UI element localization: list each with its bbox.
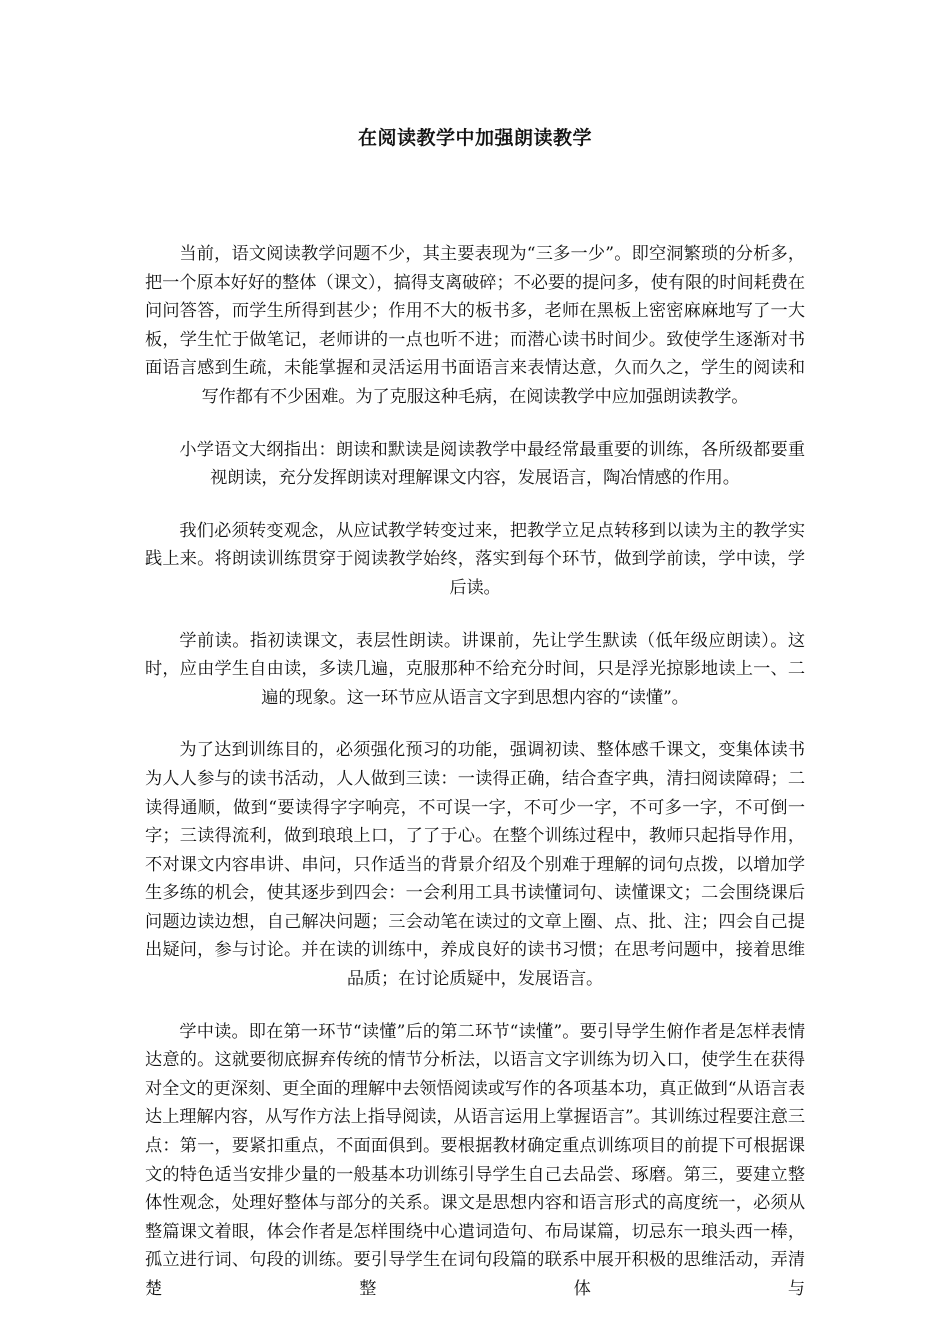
paragraph-5: 为了达到训练目的，必须强化预习的功能，强调初读、整体感千课文，变集体读书为人人参与的读书活动，人人做到三读：一读得正确，结合查字典，清扫阅读障碍；二读得通顺，做到“要读得字字响亮，不可误一字，不可少一字，不可多一字，不可倒一字；三读得流利，做到琅琅上口，了了于心。在整个训练过程中，教师只起指导作用，不对课文内容串讲、串问，只作适当的背景介绍及个别难于理解的词句点拨，以增加学生多练的机会，使其逐步到四会：一会利用工具书读懂词句、读懂课文；二会围绕课后问题边读边想，自己解决问题；三会动笔在读过的文章上圈、点、批、注；四会自己提出疑问，参与讨论。并在读的训练中，养成良好的读书习惯；在思考问题中，接着思维品质；在讨论质疑中，发展语言。 — [145, 740, 805, 990]
paragraph-1: 当前，语文阅读教学问题不少，其主要表现为“三多一少”。即空洞繁琐的分析多，把一个原本好好的整体（课文），搞得支离破碎；不必要的提问多，使有限的时间耗费在问问答答，而学生所得到甚少；作用不大的板书多，老师在黑板上密密麻麻地写了一大板，学生忙于做笔记，老师讲的一点也听不进；而潜心读书时间少。致使学生逐渐对书面语言感到生疏，未能掌握和灵活运用书面语言来表情达意，久而久之，学生的阅读和写作都有不少困难。为了克服这种毛病，在阅读教学中应加强朗读教学。 — [145, 244, 805, 407]
document-body — [145, 240, 805, 1304]
document-title: 在阅读教学中加强朗读教学 — [357, 127, 592, 149]
paragraph-2: 小学语文大纲指出：朗读和默读是阅读教学中最经常最重要的训练，各所级都要重视朗读，充分发挥朗读对理解课文内容，发展语言，陶冶情感的作用。 — [179, 439, 805, 489]
paragraph-3: 我们必须转变观念，从应试教学转变过来，把教学立足点转移到以读为主的教学实践上来。将朗读训练贯穿于阅读教学始终，落实到每个环节，做到学前读，学中读，学后读。 — [145, 520, 805, 598]
paragraph-4: 学前读。指初读课文，表层性朗读。讲课前，先让学生默读（低年级应朗读）。这时，应由学生自由读，多读几遍，克服那种不给充分时间，只是浮光掠影地读上一、二遍的现象。这一环节应从语言文字到思想内容的“读懂”。 — [145, 630, 805, 708]
paragraph-6: 学中读。即在第一环节“读懂”后的第二环节“读懂”。要引导学生俯作者是怎样表情达意的。这就要彻底摒弃传统的情节分析法，以语言文字训练为切入口，使学生在获得对全文的更深刻、更全面的理解中去领悟阅读或写作的各项基本功，真正做到“从语言表达上理解内容，从写作方法上指导阅读，从语言运用上掌握语言”。其训练过程要注意三点：第一，要紧扣重点，不面面俱到。要根据教材确定重点训练项目的前提下可根据课文的特色适当安排少量的一般基本功训练引导学生自己去品尝、琢磨。第三，要建立整体性观念，处理好整体与部分的关系。课文是思想内容和语言形式的高度统一，必须从整篇课文着眼，体会作者是怎样围绕中心遣词造句、布局谋篇，切忌东一琅头西一棒，孤立进行词、句段的训练。要引导学生在词句段篇的联系中展开积极的思维活动，弄清楚整体与 — [145, 1021, 805, 1299]
